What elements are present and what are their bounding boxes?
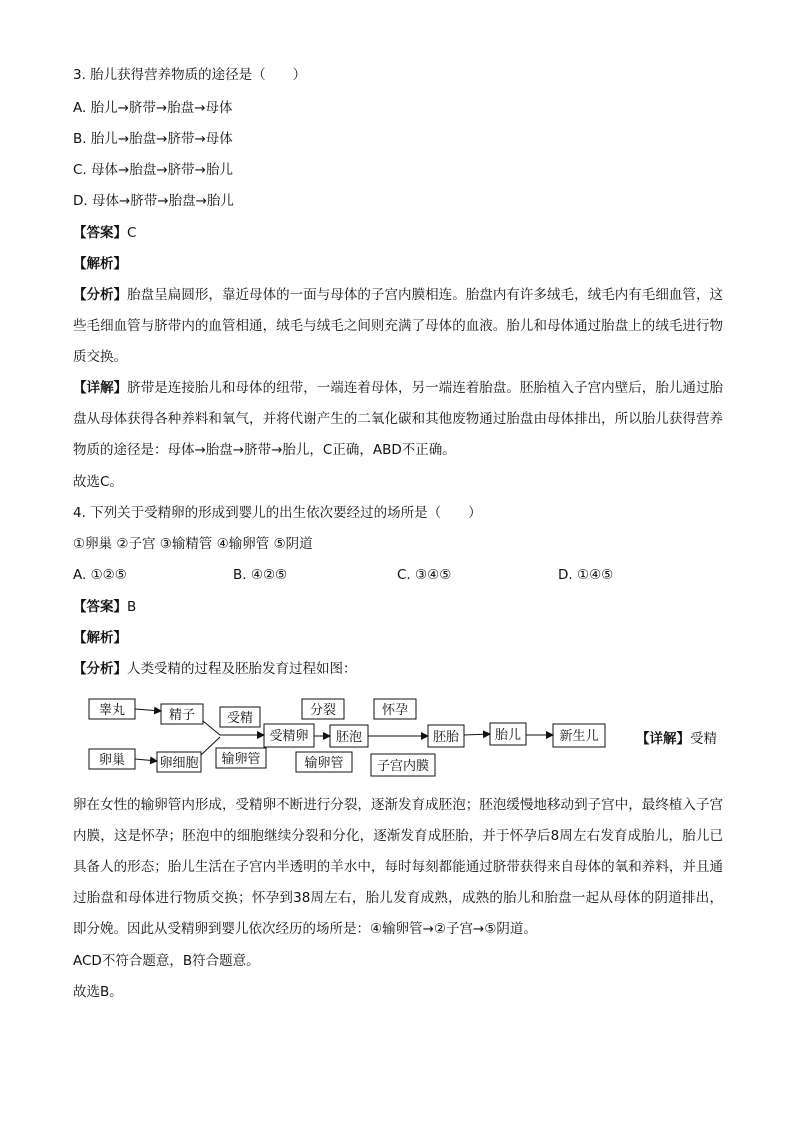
label-fertilization: 受精 — [226, 711, 254, 726]
label-zygote: 受精卵 — [269, 729, 309, 744]
q3-answer-value: C — [127, 225, 137, 241]
q3-stem: 3. 胎儿获得营养物质的途径是（ ） — [73, 67, 307, 83]
q3-fenxi — [73, 280, 723, 373]
q3-xiangjie — [73, 373, 723, 466]
q3-xiangjie-tag: 【详解】 — [73, 380, 128, 396]
q4-xiangjie-tail: ACD不符合题意，B符合题意。 — [73, 953, 260, 969]
q4-stem: 4. 下列关于受精卵的形成到婴儿的出生依次要经过的场所是（ ） — [73, 505, 482, 521]
q4-conclusion: 故选B。 — [73, 984, 123, 1000]
arrow-ovary-egg — [135, 759, 157, 761]
q4-answer-tag: 【答案】 — [73, 599, 127, 615]
q4-answer-value: B — [127, 599, 137, 615]
q4-xiangjie-tag: 【详解】 — [636, 731, 690, 747]
label-pregnancy: 怀孕 — [381, 703, 409, 718]
q3-fenxi-text: 胎盘呈扁圆形，靠近母体的一面与母体的子宫内膜相连。胎盘内有许多绒毛，绒毛内有毛细血管，这些毛细血管与脐带内的血管相通，绒毛与绒毛之间则充满了母体的血液。胎儿和母体通过胎盘上的绒毛进行物质交换。 — [73, 287, 724, 365]
label-endometrium: 子宫内膜 — [376, 759, 430, 774]
label-testis: 睾丸 — [98, 703, 126, 718]
label-division: 分裂 — [309, 703, 337, 718]
q3-option-c: C. 母体→胎盘→脐带→胎儿 — [73, 162, 233, 178]
label-fetus: 胎儿 — [494, 728, 522, 743]
fertilization-flow-diagram — [88, 693, 628, 779]
q4-places: ①卵巢 ②子宫 ③输精管 ④输卵管 ⑤阴道 — [73, 536, 313, 552]
q4-fenxi — [73, 660, 357, 678]
q4-analysis-tag: 【解析】 — [73, 630, 127, 646]
label-newborn: 新生儿 — [559, 729, 599, 744]
q4-fenxi-tag: 【分析】 — [73, 661, 127, 677]
label-egg: 卵细胞 — [159, 756, 199, 771]
q4-xiangjie-head-text: 受精 — [690, 731, 717, 747]
q3-conclusion: 故选C。 — [73, 474, 123, 490]
q3-fenxi-tag: 【分析】 — [73, 287, 128, 303]
q3-answer-tag: 【答案】 — [73, 225, 127, 241]
arrow-testis-sperm — [135, 709, 161, 711]
q3-option-a: A. 胎儿→脐带→胎盘→母体 — [73, 100, 233, 116]
q4-xiangjie-head — [636, 730, 717, 748]
q3-option-d: D. 母体→脐带→胎盘→胎儿 — [73, 193, 234, 209]
q4-xiangjie-text: 卵在女性的输卵管内形成，受精卵不断进行分裂，逐渐发育成胚泡；胚泡缓慢地移动到子宫中，最终植入子宫内膜，这是怀孕；胚泡中的细胞继续分裂和分化，逐渐发育成胚胎，并于怀孕后8周左右发育成胎儿，胎儿已具备人的形态；胎儿生活在子宫内半透明的羊水中，每时每刻都能通过脐带获得来自母体的氧和养料，并且通过胎盘和母体进行物质交换；怀孕到38周左右，胎儿发育成熟，成熟的胎儿和胎盘一起从母体的阴道排出，即分娩。因此从受精卵到婴儿依次经历的场所是：④输卵管→②子宫→⑤阴道。 — [73, 797, 723, 937]
q4-option-a: A. ①②⑤ — [73, 567, 127, 583]
label-ovary: 卵巢 — [98, 753, 126, 768]
label-embryo: 胚胎 — [432, 730, 460, 745]
label-sperm: 精子 — [168, 708, 196, 723]
q4-answer — [73, 598, 136, 616]
label-oviduct2: 输卵管 — [304, 756, 344, 771]
arrow-embryo-fetus — [464, 734, 490, 735]
label-oviduct1: 输卵管 — [221, 752, 261, 767]
q3-analysis-tag: 【解析】 — [73, 256, 127, 272]
q4-option-b: B. ④②⑤ — [233, 567, 288, 583]
q3-option-b: B. 胎儿→胎盘→脐带→母体 — [73, 131, 233, 147]
q4-option-d: D. ①④⑤ — [558, 567, 614, 583]
arrow-egg-merge — [201, 737, 220, 755]
q3-answer — [73, 224, 136, 242]
q4-fenxi-text: 人类受精的过程及胚胎发育过程如图： — [127, 661, 357, 677]
q3-xiangjie-text: 脐带是连接胎儿和母体的纽带，一端连着母体，另一端连着胎盘。胚胎植入子宫内壁后，胎儿通过胎盘从母体获得各种养料和氧气，并将代谢产生的二氧化碳和其他废物通过胎盘由母体排出，所以胎儿获得营养物质的途径是：母体→胎盘→脐带→胎儿，C正确，ABD不正确。 — [73, 380, 724, 458]
q4-option-c: C. ③④⑤ — [397, 567, 452, 583]
label-blastocyst: 胚泡 — [335, 730, 363, 745]
